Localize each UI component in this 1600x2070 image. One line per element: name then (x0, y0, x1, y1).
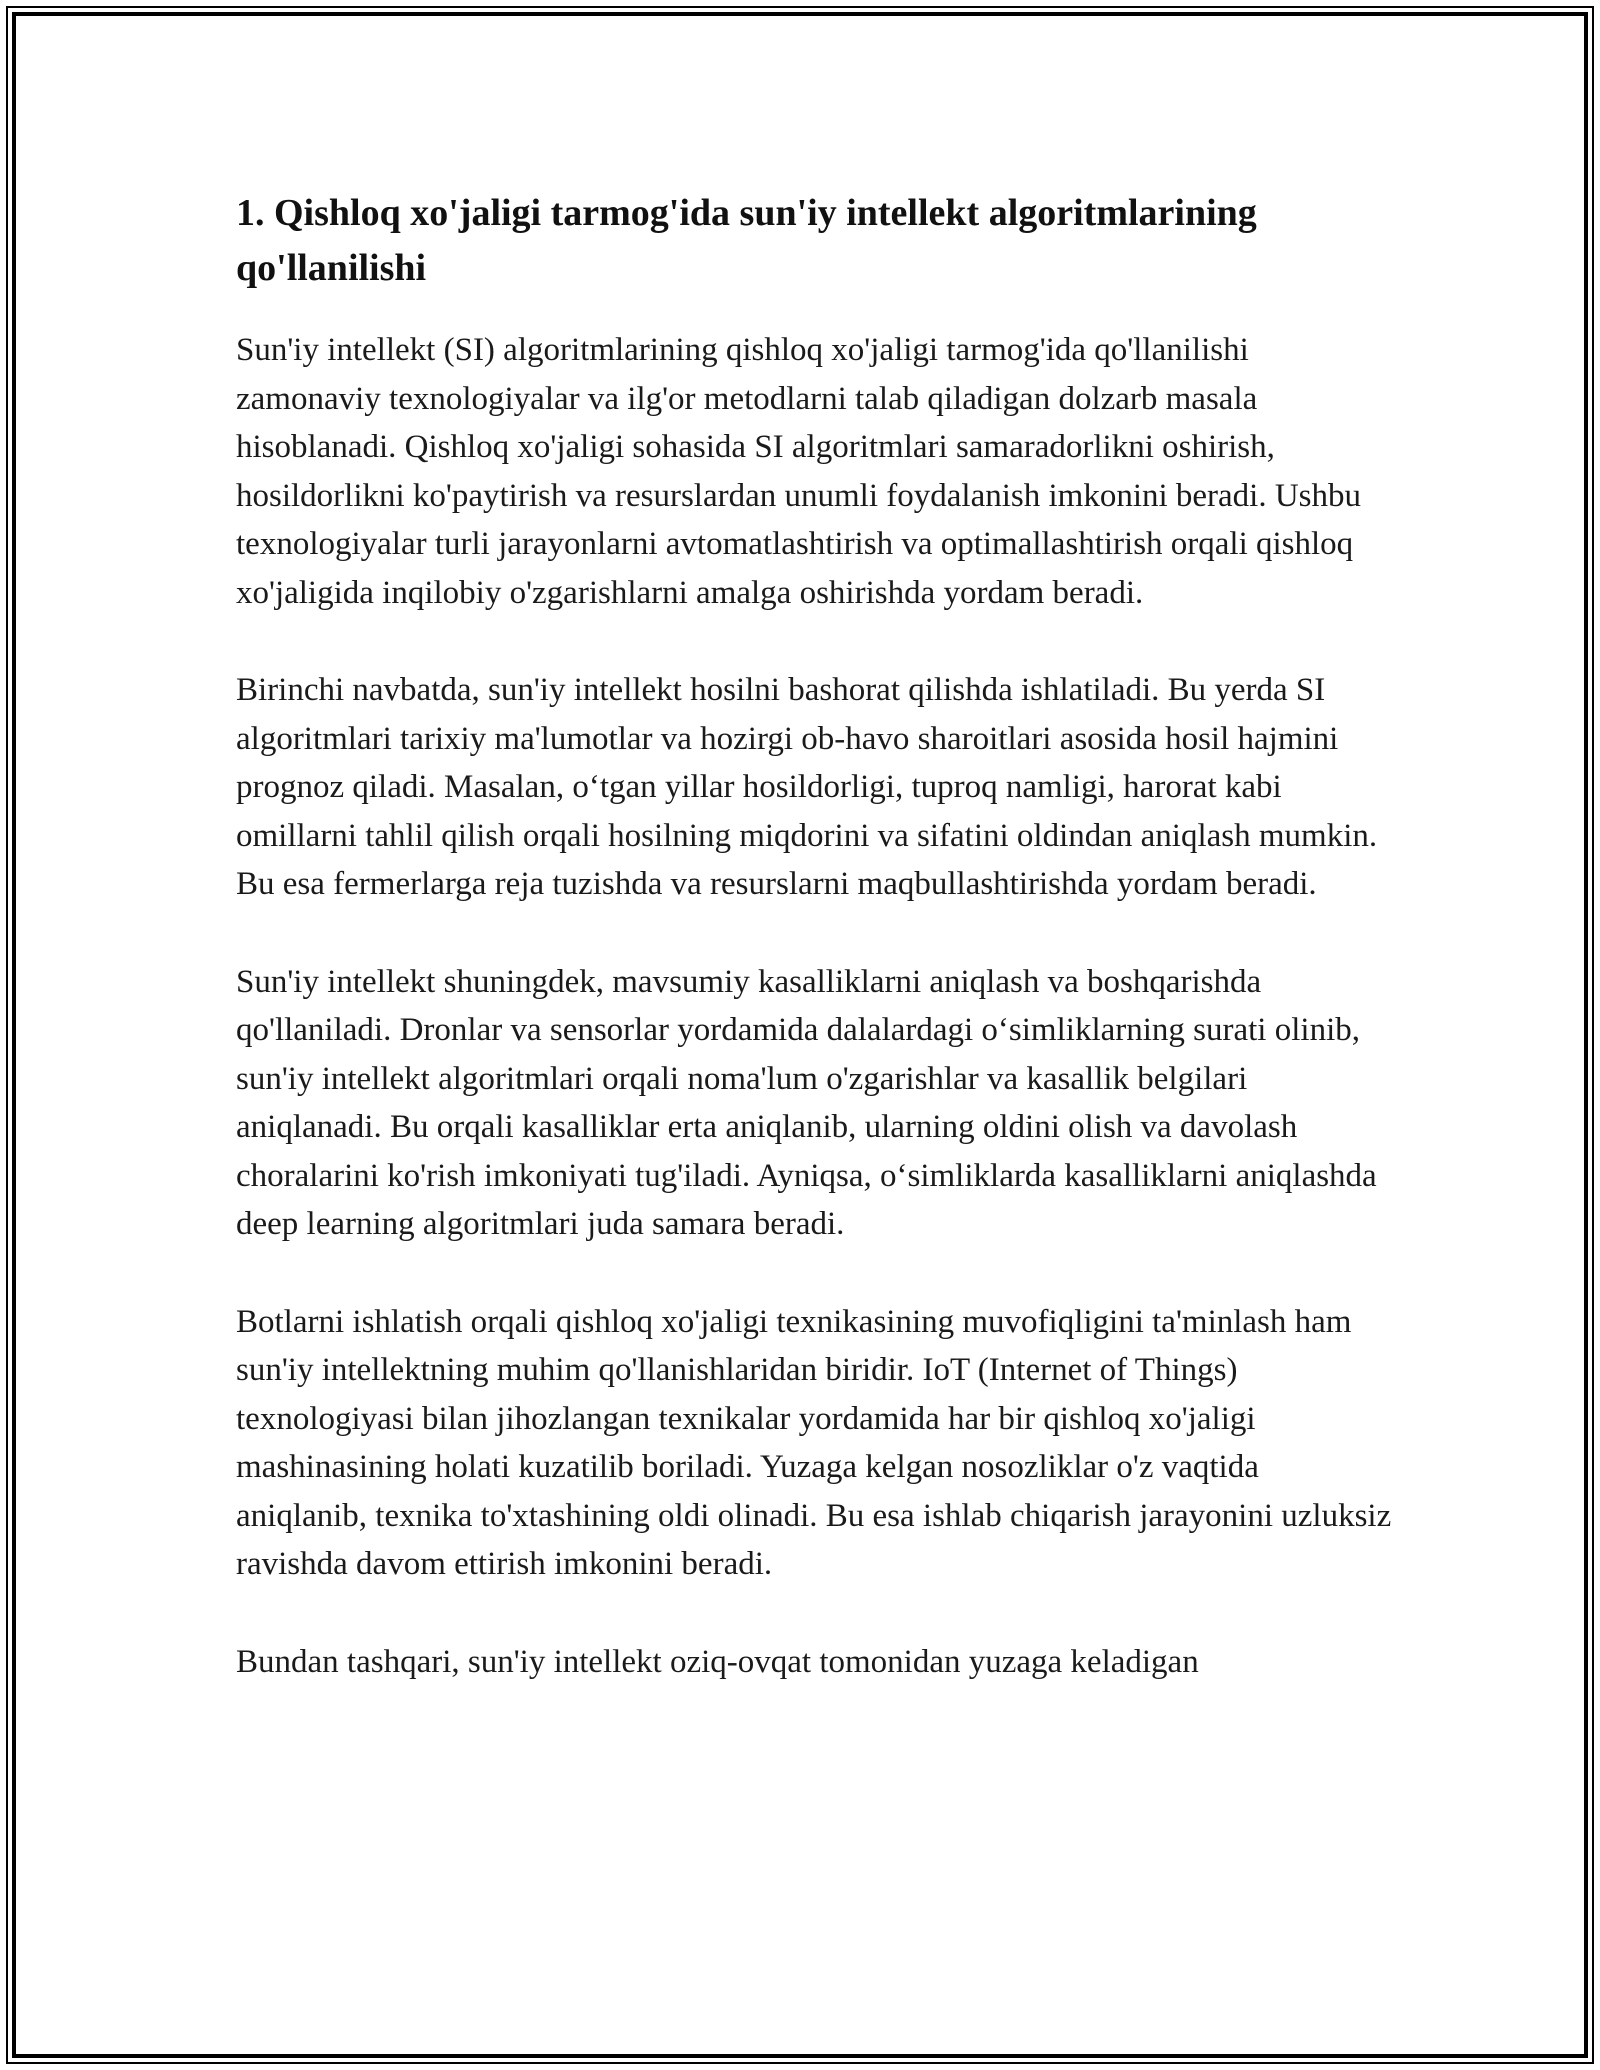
paragraph-food-security: Bundan tashqari, sun'iy intellekt oziq-ovqat tomonidan yuzaga keladigan (236, 1643, 1199, 1680)
paragraph-iot-machinery: Botlarni ishlatish orqali qishloq xo'jaligi texnikasining muvofiqligini ta'minlash ham sun'iy intellektning muhim qo'llanishlaridan biridir. IoT (Internet of Things) texnologiyasi bilan jihozlangan texnikalar yordamida har bir qishloq xo'jaligi mashinasining holati kuzatilib boriladi. Yuzaga kelgan nosozliklar o'z vaqtida aniqlanib, texnika to'xtashining oldi olinadi. Bu esa ishlab chiqarish jarayonini uzluksiz ravishda davom ettirish imkonini beradi. (236, 1303, 1392, 1582)
paragraph-disease-detection: Sun'iy intellekt shuningdek, mavsumiy kasalliklarni aniqlash va boshqarishda qo'llaniladi. Dronlar va sensorlar yordamida dalalardagi o‘simliklarning surati olinib, sun'iy intellekt algoritmlari orqali noma'lum o'zgarishlar va kasallik belgilari aniqlanadi. Bu orqali kasalliklar erta aniqlanib, ularning oldini olish va davolash choralarini ko'rish imkoniyati tug'iladi. Ayniqsa, o‘simliklarda kasalliklarni aniqlashda deep learning algoritmlari juda samara beradi. (236, 963, 1377, 1242)
section-heading: 1. Qishloq xo'jaligi tarmog'ida sun'iy intellekt algoritmlarining qo'llanilishi (236, 192, 1257, 289)
paragraph-yield-prediction: Birinchi navbatda, sun'iy intellekt hosilni bashorat qilishda ishlatiladi. Bu yerda SI algoritmlari tarixiy ma'lumotlar va hozirgi ob-havo sharoitlari asosida hosil hajmini prognoz qiladi. Masalan, o‘tgan yillar hosildorligi, tuproq namligi, harorat kabi omillarni tahlil qilish orqali hosilning miqdorini va sifatini oldindan aniqlash mumkin. Bu esa fermerlarga reja tuzishda va resurslarni maqbullashtirishda yordam beradi. (236, 672, 1378, 902)
document-body (236, 186, 1396, 1735)
paragraph-intro: Sun'iy intellekt (SI) algoritmlarining qishloq xo'jaligi tarmog'ida qo'llanilishi zamonaviy texnologiyalar va ilg'or metodlarni talab qiladigan dolzarb masala hisoblanadi. Qishloq xo'jaligi sohasida SI algoritmlari samaradorlikni oshirish, hosildorlikni ko'paytirish va resurslardan unumli foydalanish imkonini beradi. Ushbu texnologiyalar turli jarayonlarni avtomatlashtirish va optimallashtirish orqali qishloq xo'jaligida inqilobiy o'zgarishlarni amalga oshirishda yordam beradi. (236, 332, 1362, 611)
